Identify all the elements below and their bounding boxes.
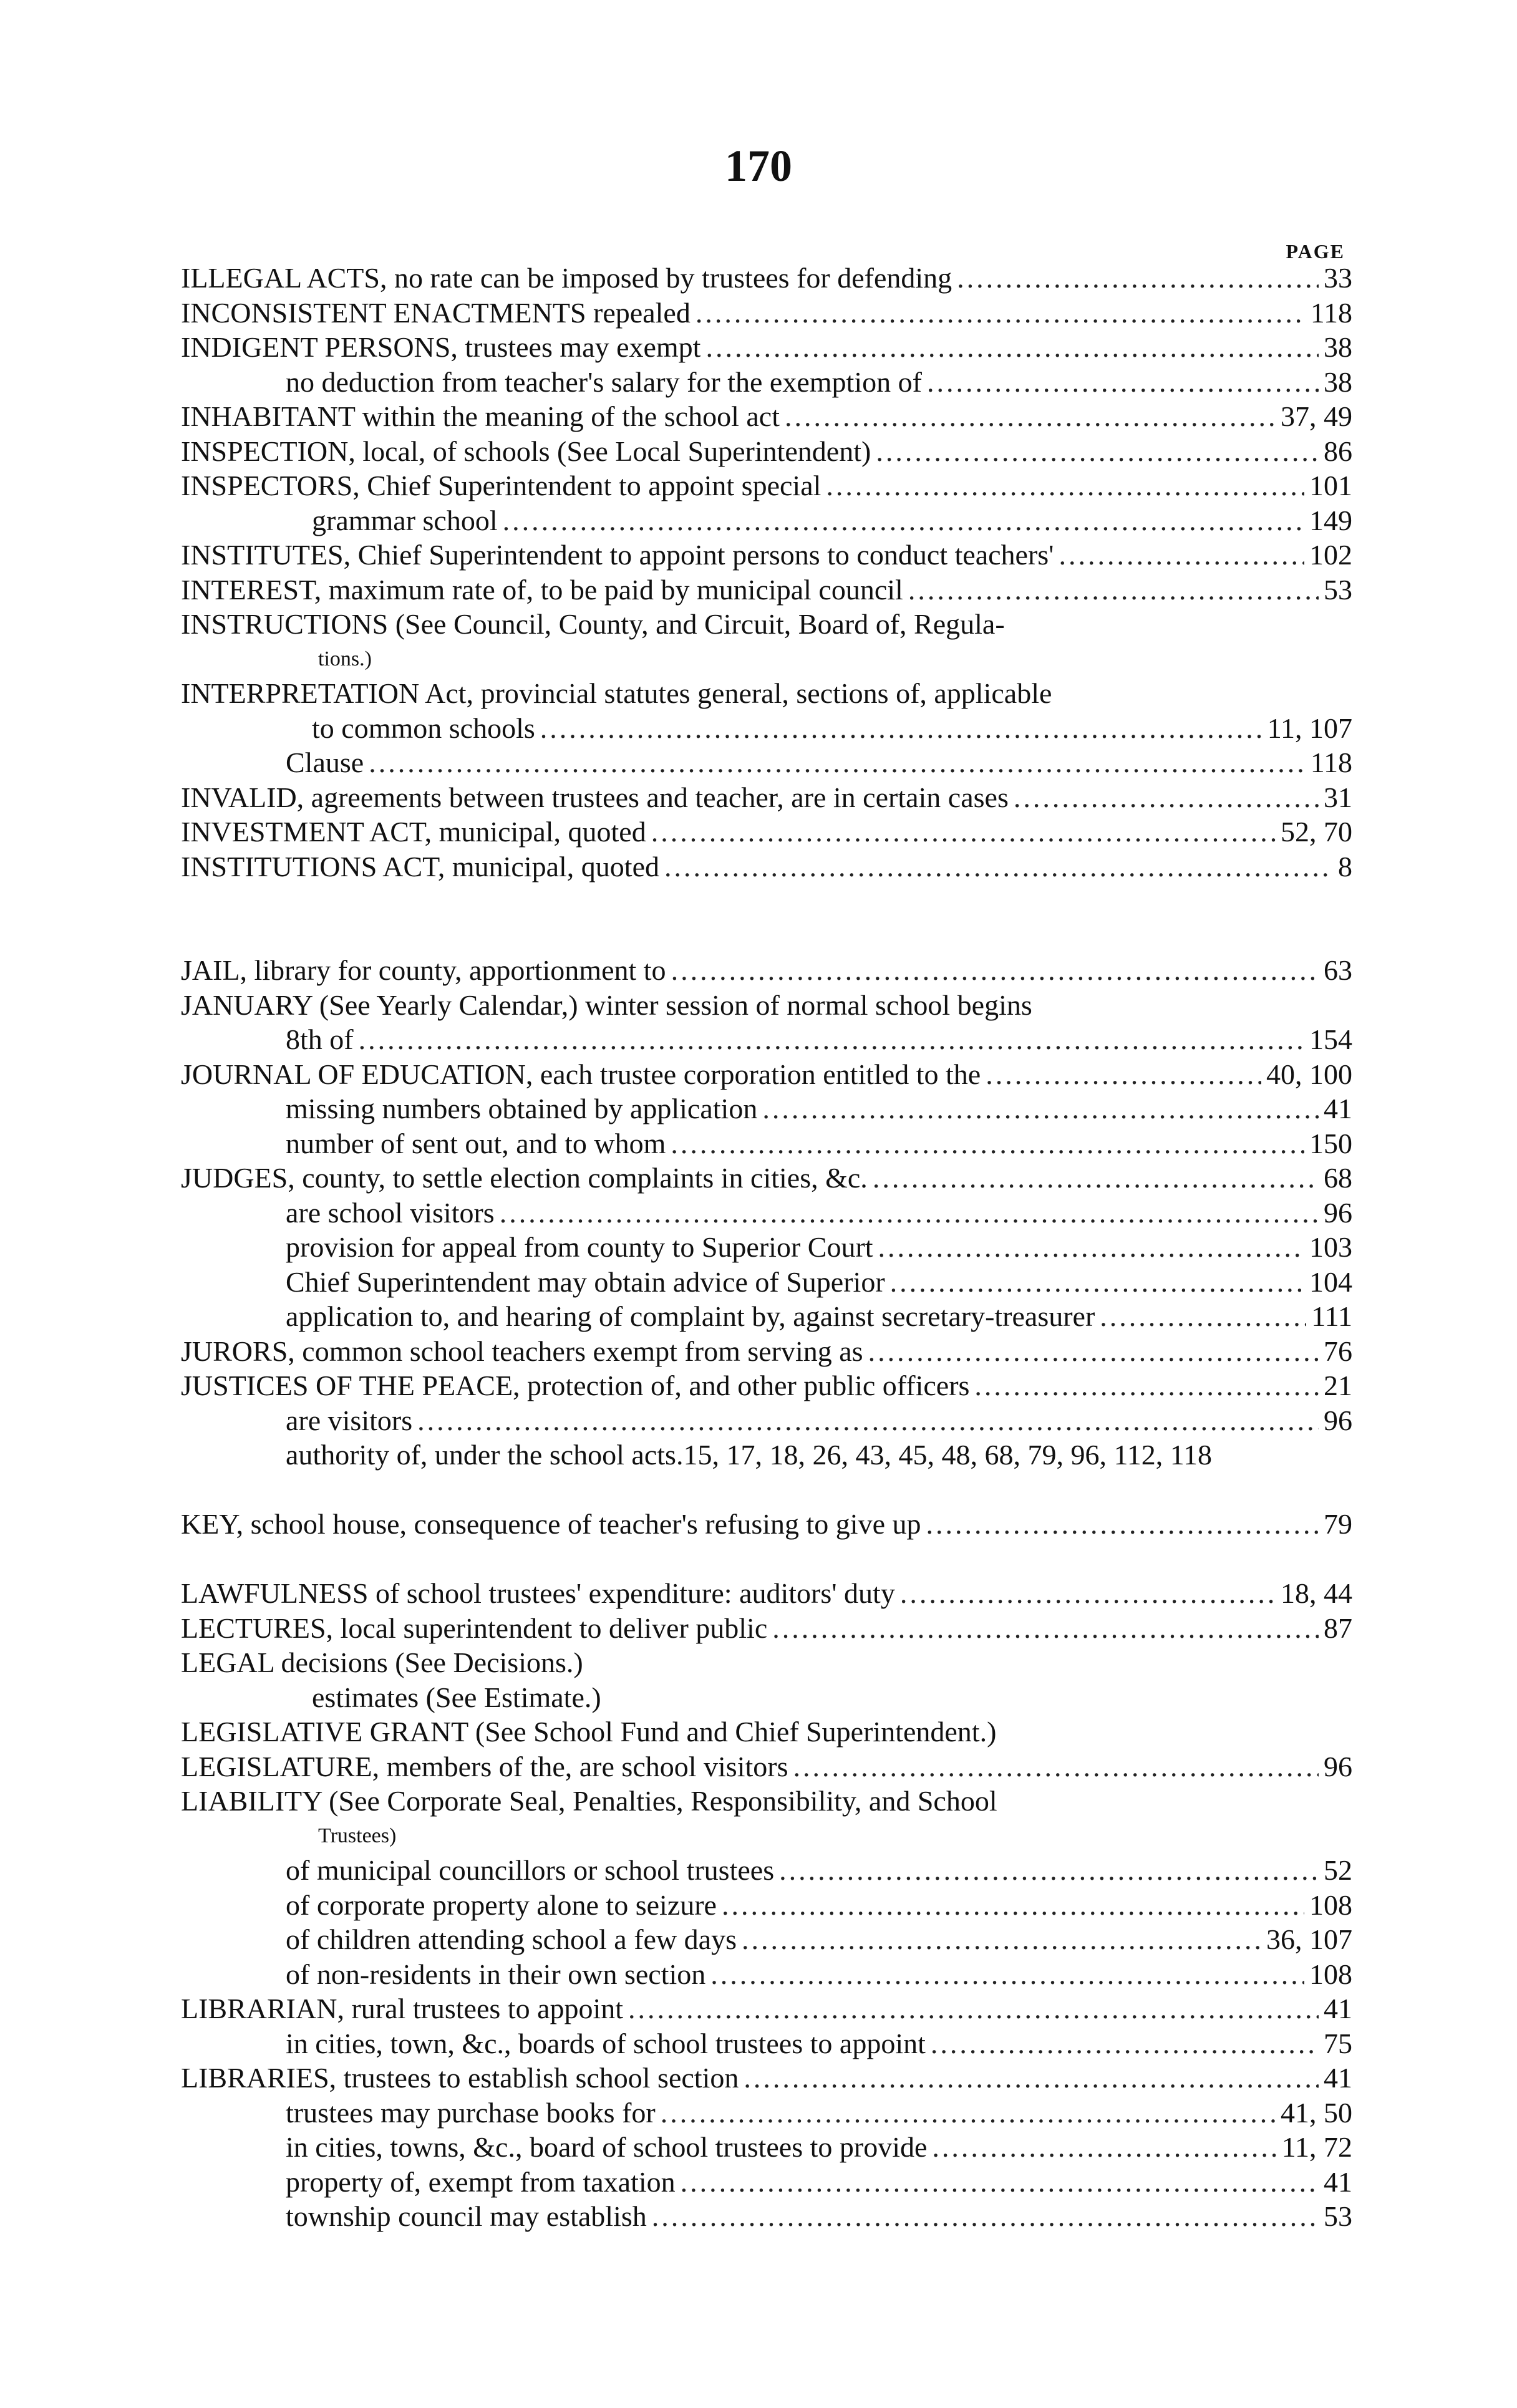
entry-text: JUSTICES OF THE PEACE, protection of, and other public officers — [181, 1370, 970, 1401]
page-reference: 87 — [1324, 1612, 1352, 1644]
index-entry — [181, 1368, 1352, 1403]
page-reference: 21 — [1324, 1370, 1352, 1401]
section-gap — [181, 884, 1352, 919]
entry-text: INSTITUTES, Chief Superintendent to appoint persons to conduct teachers' — [181, 539, 1054, 571]
index-entry — [181, 1749, 1352, 1784]
index-entry — [181, 1161, 1352, 1196]
index-entry — [181, 1057, 1352, 1092]
page-reference: 102 — [1309, 539, 1352, 571]
page-reference: 11, 107 — [1267, 712, 1352, 744]
page-reference: 149 — [1309, 504, 1352, 536]
entry-text: LEGAL decisions (See Decisions.) — [181, 1646, 583, 1678]
index-entry — [181, 399, 1352, 434]
page-reference: 31 — [1324, 781, 1352, 813]
entry-text: JANUARY (See Yearly Calendar,) winter session of normal school begins — [181, 989, 1032, 1021]
entry-text: number of sent out, and to whom — [286, 1127, 666, 1159]
dot-leader — [710, 1957, 1304, 1992]
entry-text: INCONSISTENT ENACTMENTS repealed — [181, 296, 691, 329]
index-subentry — [181, 2026, 1352, 2061]
index-entry — [181, 434, 1352, 469]
dot-leader — [868, 1334, 1319, 1369]
page-reference: 41, 50 — [1281, 2096, 1352, 2129]
page-reference: 118 — [1310, 296, 1352, 329]
section-gap — [181, 1472, 1352, 1507]
dot-leader — [873, 1161, 1319, 1196]
dot-leader — [826, 468, 1304, 503]
page-reference: 18, 44 — [1281, 1577, 1352, 1609]
index-subentry — [181, 1126, 1352, 1161]
index-entry — [181, 538, 1352, 573]
index-subentry — [181, 2130, 1352, 2165]
page-reference: 36, 107 — [1266, 1923, 1352, 1955]
page-reference: 118 — [1310, 747, 1352, 778]
page-reference: 75 — [1324, 2027, 1352, 2059]
entry-text: LECTURES, local superintendent to deliver public — [181, 1612, 768, 1644]
dot-leader — [772, 1611, 1319, 1646]
dot-leader — [900, 1576, 1276, 1611]
dot-leader — [681, 2165, 1319, 2200]
dot-leader — [671, 1126, 1304, 1161]
page-reference: 53 — [1324, 573, 1352, 606]
entry-text: INVALID, agreements between trustees and teacher, are in certain cases — [181, 781, 1009, 813]
entry-text: ILLEGAL ACTS, no rate can be imposed by trustees for defending — [181, 262, 952, 294]
index-entry — [181, 988, 1352, 1023]
dot-leader — [744, 2061, 1319, 2096]
entry-text: JUDGES, county, to settle election complaints in cities, &c. — [181, 1162, 868, 1194]
index-subentry — [181, 2096, 1352, 2130]
entry-text: of municipal councillors or school trustees — [286, 1854, 775, 1886]
entry-text: Chief Superintendent may obtain advice of Superior — [286, 1265, 885, 1298]
entry-text: LIBRARIAN, rural trustees to appoint — [181, 1993, 624, 2024]
entry-text: missing numbers obtained by application — [286, 1093, 758, 1124]
index-subentry — [181, 745, 1352, 780]
page-reference: 41 — [1324, 1993, 1352, 2024]
entry-text: property of, exempt from taxation — [286, 2165, 676, 2198]
entry-text: 8th of — [286, 1023, 354, 1055]
entry-text: no deduction from teacher's salary for the exemption of — [286, 365, 922, 398]
entry-text: INDIGENT PERSONS, trustees may exempt — [181, 331, 701, 363]
index-entry — [181, 1611, 1352, 1646]
dot-leader — [762, 1091, 1319, 1126]
entry-text: INTEREST, maximum rate of, to be paid by municipal council — [181, 573, 903, 606]
entry-text: JAIL, library for county, apportionment to — [181, 954, 666, 986]
entry-text: tions.) — [318, 647, 372, 670]
dot-leader — [1014, 780, 1319, 815]
index-subentry — [181, 1680, 1352, 1715]
index-entry — [181, 2061, 1352, 2096]
index-subentry — [181, 1819, 1352, 1854]
entry-text: of corporate property alone to seizure — [286, 1888, 717, 1921]
index-subentry — [181, 1230, 1352, 1265]
entry-text: township council may establish — [286, 2200, 647, 2232]
entry-text: LAWFULNESS of school trustees' expenditure: auditors' duty — [181, 1577, 895, 1609]
index-subentry — [181, 1438, 1352, 1472]
index-entry — [181, 1784, 1352, 1819]
dot-leader — [931, 2026, 1319, 2061]
index-subentry — [181, 1888, 1352, 1923]
dot-leader — [785, 399, 1276, 434]
entry-text: LIABILITY (See Corporate Seal, Penalties, Responsibility, and School — [181, 1785, 997, 1817]
entry-text: in cities, town, &c., boards of school trustees to appoint — [286, 2027, 926, 2059]
entry-text: LEGISLATURE, members of the, are school visitors — [181, 1750, 788, 1782]
dot-leader — [957, 261, 1319, 296]
index-entry — [181, 1714, 1352, 1749]
dot-leader — [540, 711, 1263, 746]
entry-text: INSPECTORS, Chief Superintendent to appoint special — [181, 470, 822, 501]
dot-leader — [927, 365, 1319, 400]
entry-text: LEGISLATIVE GRANT (See School Fund and Chief Superintendent.) — [181, 1716, 997, 1748]
page-reference: 52, 70 — [1281, 816, 1352, 848]
entry-text: application to, and hearing of complaint by, against secretary-treasurer — [286, 1300, 1095, 1332]
dot-leader — [628, 1991, 1319, 2026]
page-reference: 76 — [1324, 1335, 1352, 1367]
entry-text: JURORS, common school teachers exempt from serving as — [181, 1335, 863, 1367]
dot-leader — [652, 2199, 1319, 2234]
index-entry — [181, 815, 1352, 849]
entry-text: LIBRARIES, trustees to establish school section — [181, 2062, 739, 2094]
entry-text: to common schools — [312, 712, 535, 744]
dot-leader — [876, 434, 1319, 469]
page-reference: 108 — [1309, 1958, 1352, 1990]
entry-text: KEY, school house, consequence of teacher's refusing to give up — [181, 1508, 921, 1540]
index-subentry — [181, 1299, 1352, 1334]
page-reference: 101 — [1309, 470, 1352, 501]
index-subentry — [181, 365, 1352, 400]
index-subentry — [181, 2165, 1352, 2200]
dot-leader — [503, 503, 1304, 538]
dot-leader — [369, 745, 1306, 780]
dot-leader — [742, 1922, 1261, 1957]
index-entry — [181, 780, 1352, 815]
entry-text: estimates (See Estimate.) — [312, 1681, 601, 1713]
page-reference: 8 — [1338, 850, 1352, 882]
index-entry — [181, 261, 1352, 296]
page-reference: 154 — [1309, 1023, 1352, 1055]
entry-text: Trustees) — [318, 1824, 397, 1847]
index-subentry — [181, 711, 1352, 746]
page-reference: 96 — [1324, 1404, 1352, 1436]
dot-leader — [359, 1022, 1304, 1057]
dot-leader — [878, 1230, 1304, 1265]
dot-leader — [890, 1265, 1304, 1300]
entry-text: trustees may purchase books for — [286, 2096, 656, 2129]
page-reference: 52 — [1324, 1854, 1352, 1886]
dot-leader — [1100, 1299, 1306, 1334]
page-reference: 38 — [1324, 331, 1352, 363]
entry-text: provision for appeal from county to Superior Court — [286, 1231, 873, 1263]
dot-leader — [705, 330, 1319, 365]
index-entry — [181, 468, 1352, 503]
entry-text: grammar school — [312, 504, 498, 536]
index-entry — [181, 573, 1352, 607]
page-reference: 11, 72 — [1281, 2131, 1352, 2163]
page-number: 170 — [725, 141, 792, 191]
page-reference: 38 — [1324, 365, 1352, 398]
index-entry — [181, 1991, 1352, 2026]
page-reference: 33 — [1324, 262, 1352, 294]
dot-leader — [695, 296, 1306, 331]
page-reference: 53 — [1324, 2200, 1352, 2232]
page-reference: 96 — [1324, 1750, 1352, 1782]
entry-text: INTERPRETATION Act, provincial statutes general, sections of, applicable — [181, 677, 1052, 709]
page-reference: 86 — [1324, 435, 1352, 467]
entry-text: INSTITUTIONS ACT, municipal, quoted — [181, 850, 659, 882]
dot-leader — [908, 573, 1319, 607]
index-subentry — [181, 1022, 1352, 1057]
index-subentry — [181, 1957, 1352, 1992]
page-reference: 68 — [1324, 1162, 1352, 1194]
page-reference: 150 — [1309, 1127, 1352, 1159]
dot-leader — [974, 1368, 1319, 1403]
index-entry — [181, 1334, 1352, 1369]
index-subentry — [181, 1403, 1352, 1438]
dot-leader — [932, 2130, 1276, 2165]
page-reference: 79 — [1324, 1508, 1352, 1540]
page-reference: 41 — [1324, 2062, 1352, 2094]
page-reference: 41 — [1324, 2165, 1352, 2198]
index-entry — [181, 953, 1352, 988]
index-entry — [181, 1507, 1352, 1542]
page-reference: 111 — [1311, 1300, 1352, 1332]
page-reference: 108 — [1309, 1888, 1352, 1921]
index-entry — [181, 676, 1352, 711]
page-reference: 40, 100 — [1266, 1058, 1352, 1090]
entry-text: of children attending school a few days — [286, 1923, 737, 1955]
index-entry — [181, 1576, 1352, 1611]
index-subentry — [181, 1853, 1352, 1888]
page-reference: 63 — [1324, 954, 1352, 986]
index-subentry — [181, 503, 1352, 538]
page-reference: 96 — [1324, 1196, 1352, 1229]
section-gap — [181, 1542, 1352, 1577]
entry-text: Clause — [286, 747, 364, 778]
entry-text: INSTRUCTIONS (See Council, County, and Circuit, Board of, Regula- — [181, 608, 1005, 640]
index-subentry — [181, 1091, 1352, 1126]
page-reference: 103 — [1309, 1231, 1352, 1263]
entry-text: are school visitors — [286, 1196, 495, 1229]
index-entry — [181, 330, 1352, 365]
index-subentry — [181, 642, 1352, 677]
entry-text: INHABITANT within the meaning of the school act — [181, 400, 780, 432]
entry-text: JOURNAL OF EDUCATION, each trustee corporation entitled to the — [181, 1058, 981, 1090]
dot-leader — [671, 953, 1319, 988]
page-reference: 104 — [1309, 1265, 1352, 1298]
dot-leader — [926, 1507, 1319, 1542]
dot-leader — [417, 1403, 1319, 1438]
page-column-header: PAGE — [1286, 240, 1345, 263]
section-gap — [181, 919, 1352, 954]
entry-text: authority of, under the school acts.15, 17, 18, 26, 43, 45, 48, 68, 79, 96, 112, 118 — [286, 1439, 1213, 1471]
index-entry — [181, 607, 1352, 642]
dot-leader — [651, 815, 1276, 849]
entry-text: in cities, towns, &c., board of school trustees to provide — [286, 2131, 928, 2163]
index-list — [181, 261, 1352, 2234]
dot-leader — [500, 1196, 1319, 1231]
dot-leader — [1059, 538, 1304, 573]
dot-leader — [722, 1888, 1304, 1923]
entry-text: INSPECTION, local, of schools (See Local Superintendent) — [181, 435, 871, 467]
entry-text: of non-residents in their own section — [286, 1958, 706, 1990]
index-entry — [181, 296, 1352, 331]
index-subentry — [181, 1265, 1352, 1300]
dot-leader — [793, 1749, 1319, 1784]
index-subentry — [181, 1196, 1352, 1231]
page-reference: 37, 49 — [1281, 400, 1352, 432]
page-reference: 41 — [1324, 1093, 1352, 1124]
entry-text: INVESTMENT ACT, municipal, quoted — [181, 816, 646, 848]
dot-leader — [779, 1853, 1319, 1888]
dot-leader — [986, 1057, 1261, 1092]
index-entry — [181, 849, 1352, 884]
dot-leader — [664, 849, 1333, 884]
index-entry — [181, 1645, 1352, 1680]
dot-leader — [661, 2096, 1276, 2130]
index-subentry — [181, 2199, 1352, 2234]
index-subentry — [181, 1922, 1352, 1957]
entry-text: are visitors — [286, 1404, 413, 1436]
